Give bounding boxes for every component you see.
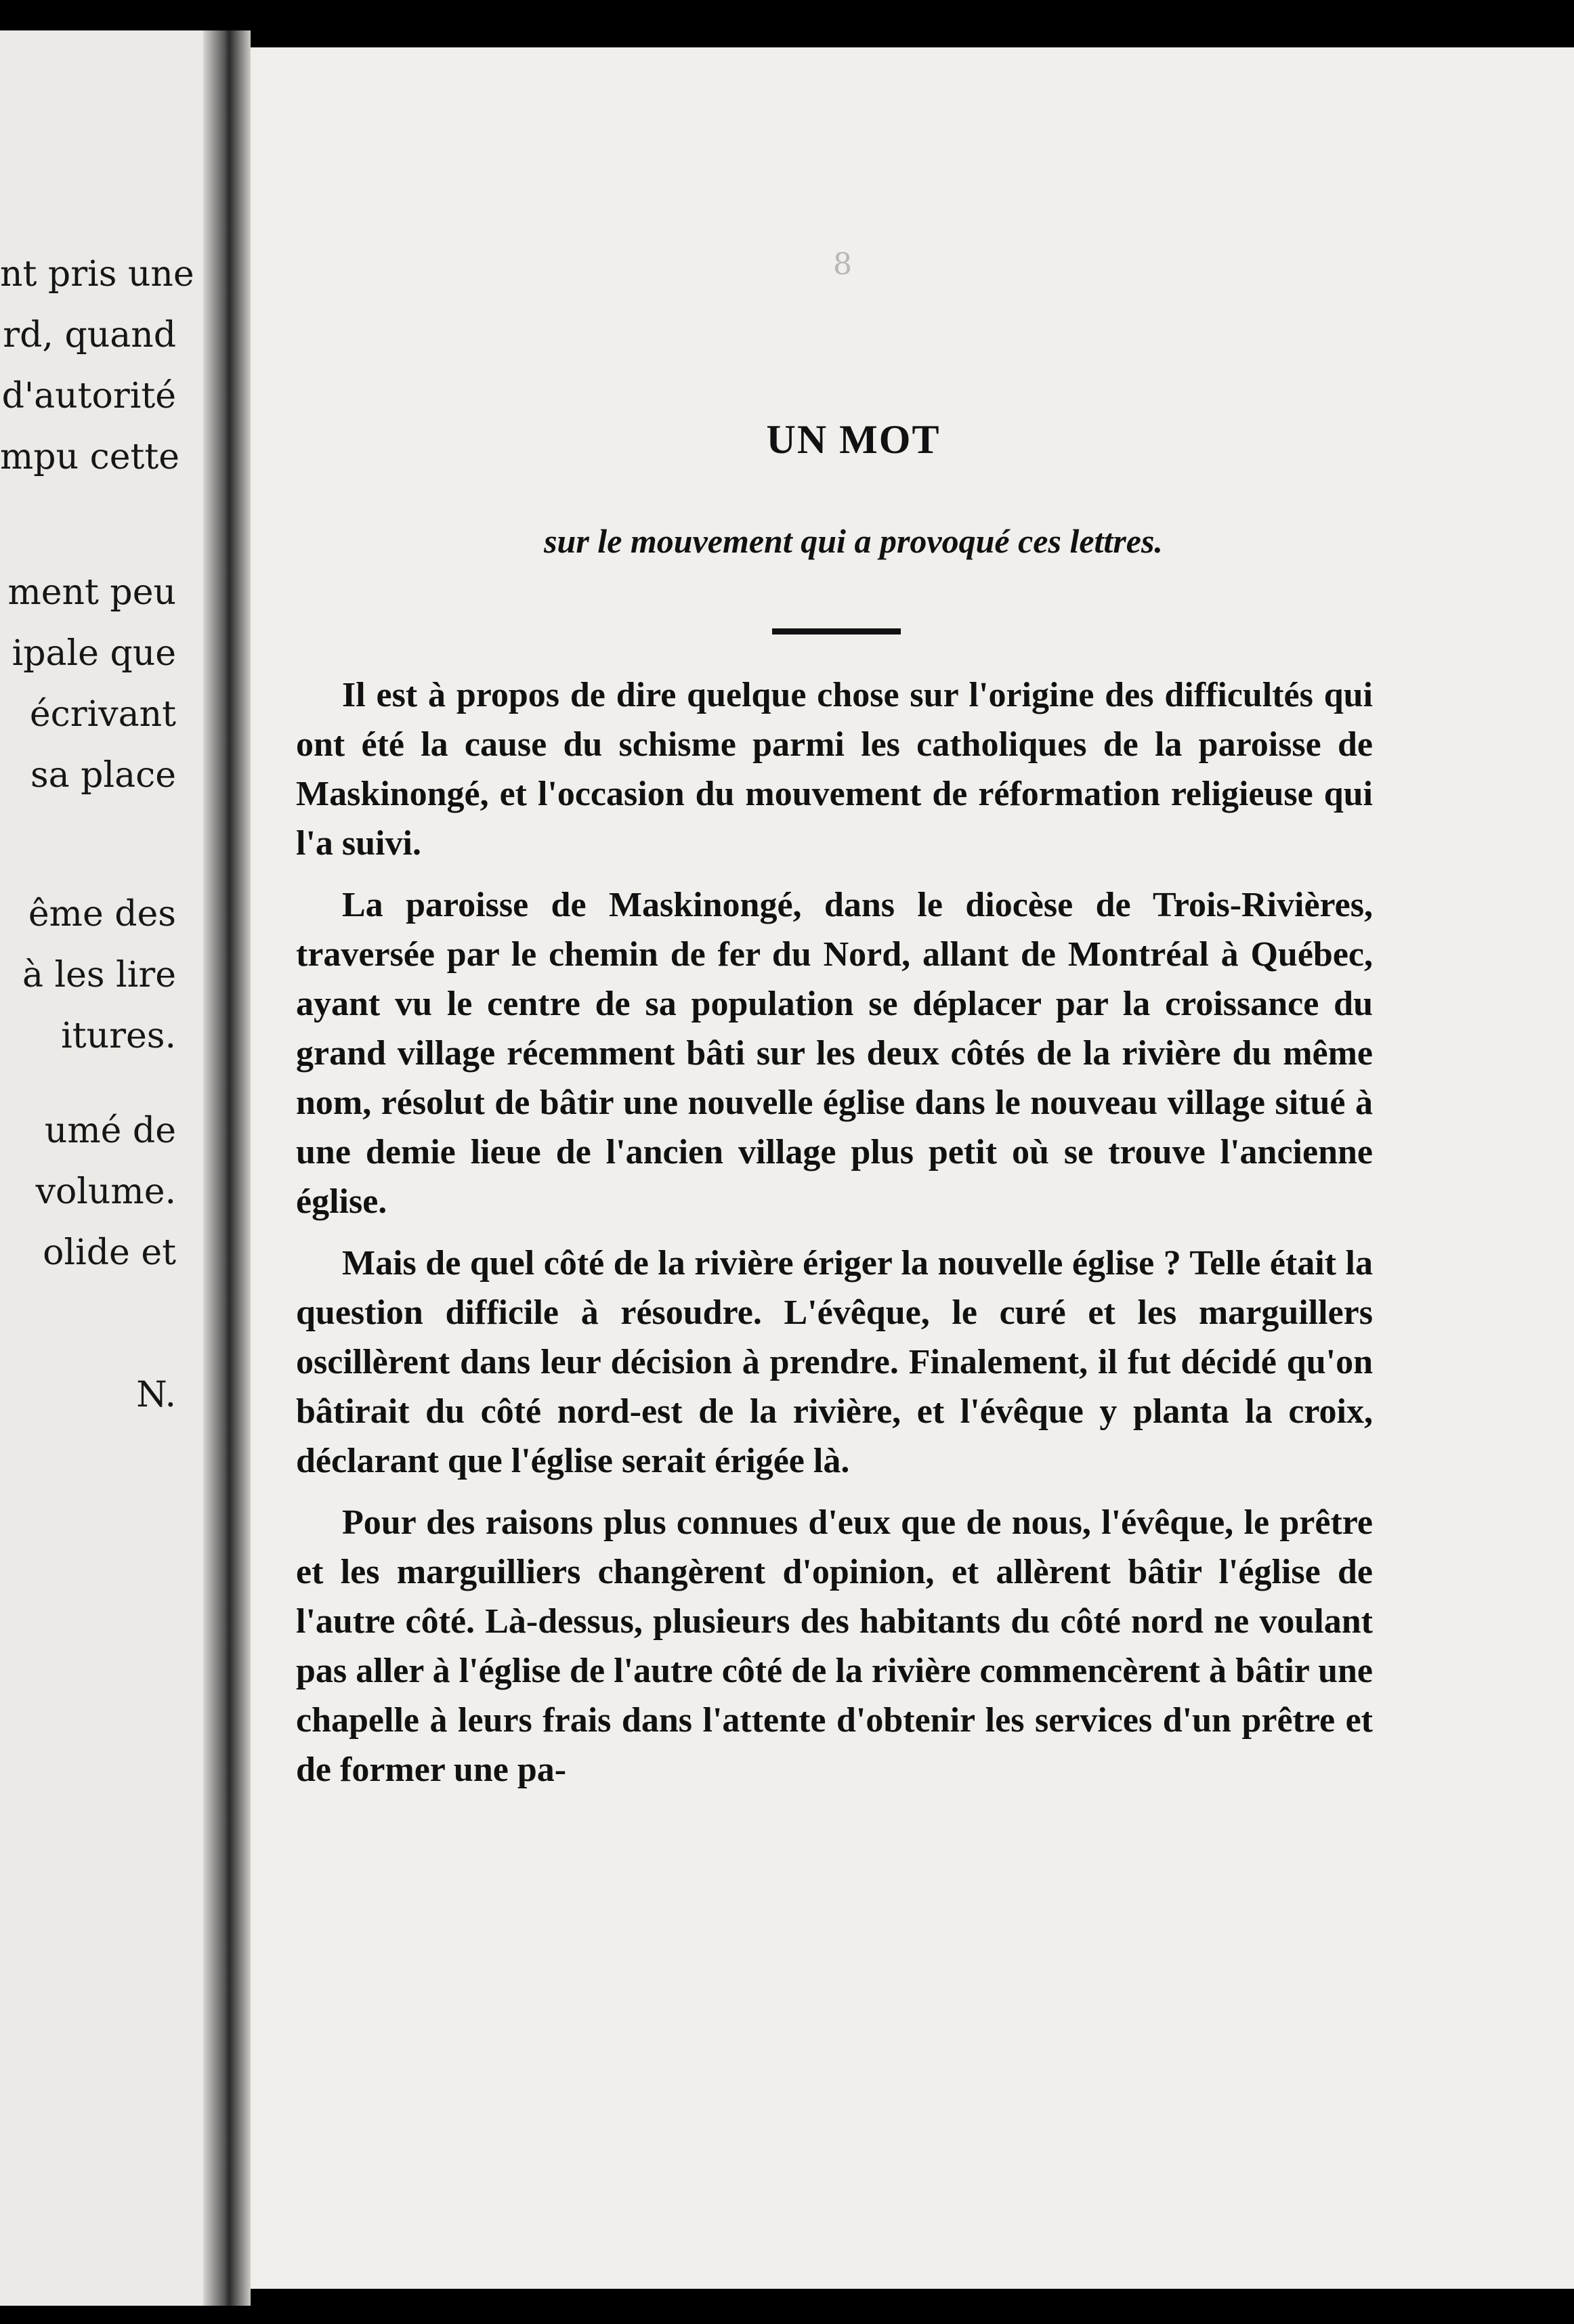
- paragraph: La paroisse de Maskinongé, dans le diocèse de Trois-Rivières, traversée par le chemin de fer du Nord, allant de Montréal à Québec, ayant vu le centre de sa population se déplacer par la croissance du grand village récemment bâti sur les deux côtés de la rivière du même nom, résolut de bâtir une nouvelle église dans le nouveau village situé à une demie lieue de l'ancien village plus petit où se trouve l'ancienne église.: [296, 886, 1373, 1221]
- left-page-line: mpu cette: [0, 437, 180, 477]
- book-spine: [203, 30, 251, 2306]
- left-page-line: ipale que: [12, 633, 176, 674]
- page-number: 8: [833, 247, 852, 282]
- left-page: [0, 30, 237, 2306]
- left-page-line: sa place: [30, 755, 176, 796]
- left-page-line: nt pris une: [0, 254, 194, 295]
- left-page-line: à les lire: [22, 955, 176, 995]
- page-subtitle: sur le mouvement qui a provoqué ces lettres.: [544, 522, 1163, 560]
- left-page-line: olide et: [43, 1232, 176, 1273]
- left-page-line: umé de: [44, 1111, 176, 1151]
- left-page-line: N.: [136, 1375, 176, 1415]
- paragraph: Il est à propos de dire quelque chose sur l'origine des difficultés qui ont été la cause du schisme parmi les catholiques de la paroisse de Maskinongé, et l'occasion du mouvement de réformation religieuse qui l'a suivi.: [296, 676, 1373, 863]
- left-page-line: ême des: [28, 894, 176, 934]
- paragraph: Mais de quel côté de la rivière ériger la nouvelle église ? Telle était la question difficile à résoudre. L'évêque, le curé et les marguillers oscillèrent dans leur décision à prendre. Finalement, il fut décidé qu'on bâtirait du côté nord-est de la rivière, et l'évêque y planta la croix, déclarant que l'église serait érigée là.: [296, 1244, 1373, 1480]
- body-text: [296, 670, 1373, 1807]
- left-page-line: volume.: [35, 1171, 176, 1212]
- left-page-line: rd, quand: [3, 315, 176, 356]
- left-page-line: ment peu: [7, 572, 176, 613]
- section-divider: [772, 628, 901, 634]
- left-page-line: d'autorité: [1, 376, 176, 416]
- paragraph: Pour des raisons plus connues d'eux que de nous, l'évêque, le prêtre et les marguilliers changèrent d'opinion, et allèrent bâtir l'église de l'autre côté. Là-dessus, plusieurs des habitants du côté nord ne voulant pas aller à l'église de l'autre côté de la rivière commencèrent à bâtir une chapelle à leurs frais dans l'attente d'obtenir les services d'un prêtre et de former une pa-: [296, 1503, 1373, 1789]
- left-page-line: écrivant: [29, 694, 176, 735]
- left-page-line: itures.: [61, 1016, 176, 1056]
- page-title: UN MOT: [766, 417, 941, 462]
